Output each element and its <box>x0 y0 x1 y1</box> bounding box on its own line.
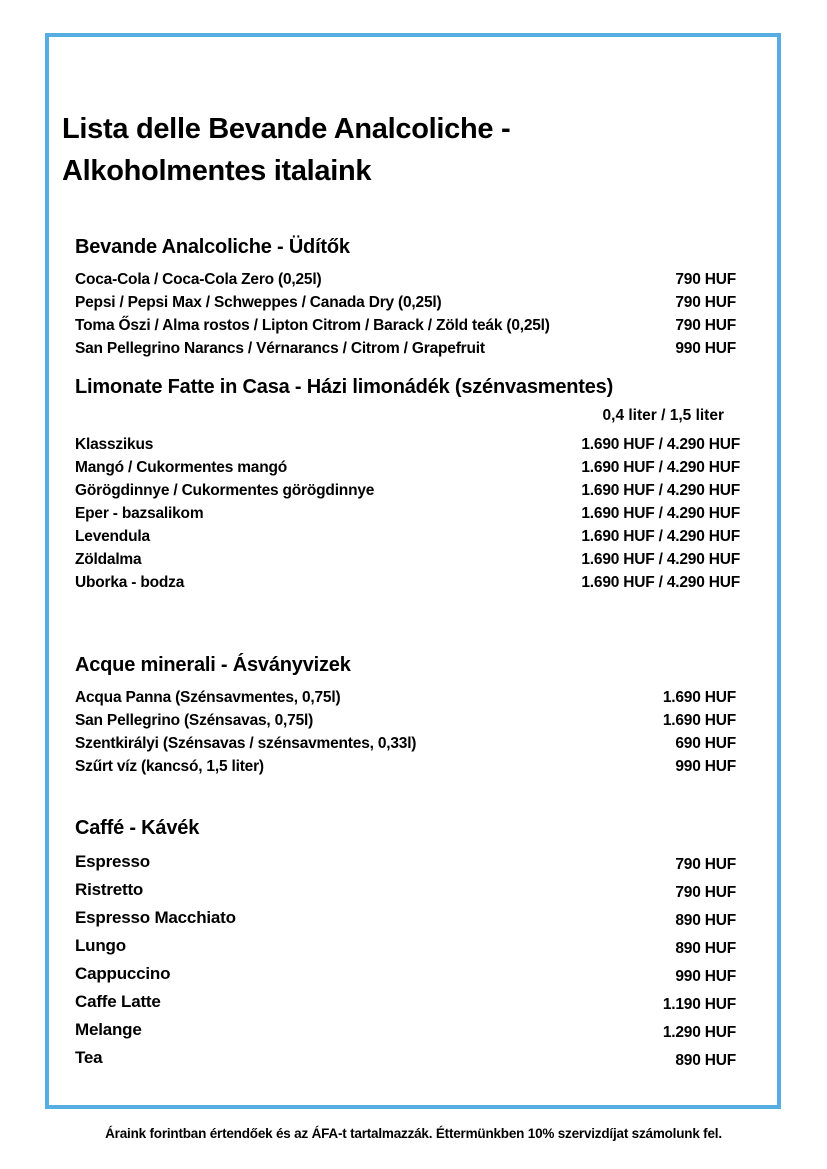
item-price: 1.690 HUF / 4.290 HUF <box>581 574 740 591</box>
section-heading: Caffé - Kávék <box>75 817 200 839</box>
item-name: Lungo <box>75 936 126 955</box>
item-price: 1.690 HUF / 4.290 HUF <box>581 505 740 522</box>
menu-item <box>75 456 740 479</box>
item-name: Mangó / Cukormentes mangó <box>75 459 288 476</box>
item-price: 790 HUF <box>675 884 736 901</box>
item-name: Eper - bazsalikom <box>75 505 204 522</box>
item-price: 790 HUF <box>675 317 736 334</box>
footer-note: Áraink forintban értendőek és az ÁFA-t tartalmazzák. Éttermünkben 10% szervizdíjat számolunk fel. <box>105 1126 722 1141</box>
item-name: Toma Őszi / Alma rostos / Lipton Citrom / Barack / Zöld teák (0,25l) <box>75 317 550 334</box>
menu-item <box>75 1017 740 1045</box>
item-price: 690 HUF <box>675 735 736 752</box>
menu-item <box>75 732 740 755</box>
item-price: 790 HUF <box>675 294 736 311</box>
menu-item <box>75 291 740 314</box>
menu-item <box>75 877 740 905</box>
section-heading: Acque minerali - Ásványvizek <box>75 654 351 676</box>
item-name: Espresso Macchiato <box>75 908 236 927</box>
item-price: 1.690 HUF / 4.290 HUF <box>581 459 740 476</box>
page-title: Lista delle Bevande Analcoliche - Alkoholmentes italaink <box>62 113 511 187</box>
item-price: 1.690 HUF / 4.290 HUF <box>581 551 740 568</box>
section-heading: Bevande Analcoliche - Üdítők <box>75 236 350 258</box>
item-name: San Pellegrino Narancs / Vérnarancs / Citrom / Grapefruit <box>75 340 485 357</box>
item-price: 890 HUF <box>675 1052 736 1069</box>
item-name: Coca-Cola / Coca-Cola Zero (0,25l) <box>75 271 322 288</box>
item-price: 790 HUF <box>675 271 736 288</box>
menu-item <box>75 755 740 778</box>
menu-item <box>75 268 740 291</box>
item-name: Pepsi / Pepsi Max / Schweppes / Canada Dry (0,25l) <box>75 294 442 311</box>
item-price: 1.190 HUF <box>662 996 736 1013</box>
item-price: 790 HUF <box>675 856 736 873</box>
item-name: Szűrt víz (kancsó, 1,5 liter) <box>75 758 264 775</box>
item-price: 1.690 HUF <box>662 712 736 729</box>
item-price: 1.690 HUF / 4.290 HUF <box>581 436 740 453</box>
menu-item <box>75 1045 740 1073</box>
item-name: Uborka - bodza <box>75 574 185 591</box>
item-name: Acqua Panna (Szénsavmentes, 0,75l) <box>75 689 341 706</box>
item-price: 1.290 HUF <box>662 1024 736 1041</box>
item-price: 890 HUF <box>675 940 736 957</box>
item-name: San Pellegrino (Szénsavas, 0,75l) <box>75 712 314 729</box>
item-price: 1.690 HUF <box>662 689 736 706</box>
menu-item <box>75 525 740 548</box>
item-name: Caffe Latte <box>75 992 161 1011</box>
size-header: 0,4 liter / 1,5 liter <box>602 407 724 424</box>
menu-item <box>75 905 740 933</box>
item-name: Ristretto <box>75 880 144 899</box>
menu-item <box>75 479 740 502</box>
section-heading: Limonate Fatte in Casa - Házi limonádék (szénvasmentes) <box>75 376 614 398</box>
section-soft-drinks <box>75 234 740 360</box>
menu-item <box>75 989 740 1017</box>
item-name: Tea <box>75 1048 103 1067</box>
item-name: Klasszikus <box>75 436 154 453</box>
item-price: 990 HUF <box>675 758 736 775</box>
section-mineral-waters <box>75 652 740 778</box>
menu-item <box>75 933 740 961</box>
menu-item <box>75 849 740 877</box>
menu-item <box>75 571 740 594</box>
item-name: Szentkirályi (Szénsavas / szénsavmentes, 0,33l) <box>75 735 417 752</box>
item-name: Levendula <box>75 528 150 545</box>
menu-item <box>75 314 740 337</box>
item-name: Espresso <box>75 852 150 871</box>
section-lemonades <box>75 374 740 594</box>
section-coffees <box>75 815 740 1073</box>
menu-item <box>75 548 740 571</box>
menu-item <box>75 709 740 732</box>
menu-item <box>75 961 740 989</box>
menu-item <box>75 502 740 525</box>
item-price: 990 HUF <box>675 968 736 985</box>
item-price: 1.690 HUF / 4.290 HUF <box>581 528 740 545</box>
item-name: Zöldalma <box>75 551 142 568</box>
item-name: Cappuccino <box>75 964 171 983</box>
item-price: 990 HUF <box>675 340 736 357</box>
menu-item <box>75 337 740 360</box>
item-name: Melange <box>75 1020 142 1039</box>
item-price: 1.690 HUF / 4.290 HUF <box>581 482 740 499</box>
item-name: Görögdinnye / Cukormentes görögdinnye <box>75 482 375 499</box>
menu-item <box>75 433 740 456</box>
menu-item <box>75 686 740 709</box>
item-price: 890 HUF <box>675 912 736 929</box>
